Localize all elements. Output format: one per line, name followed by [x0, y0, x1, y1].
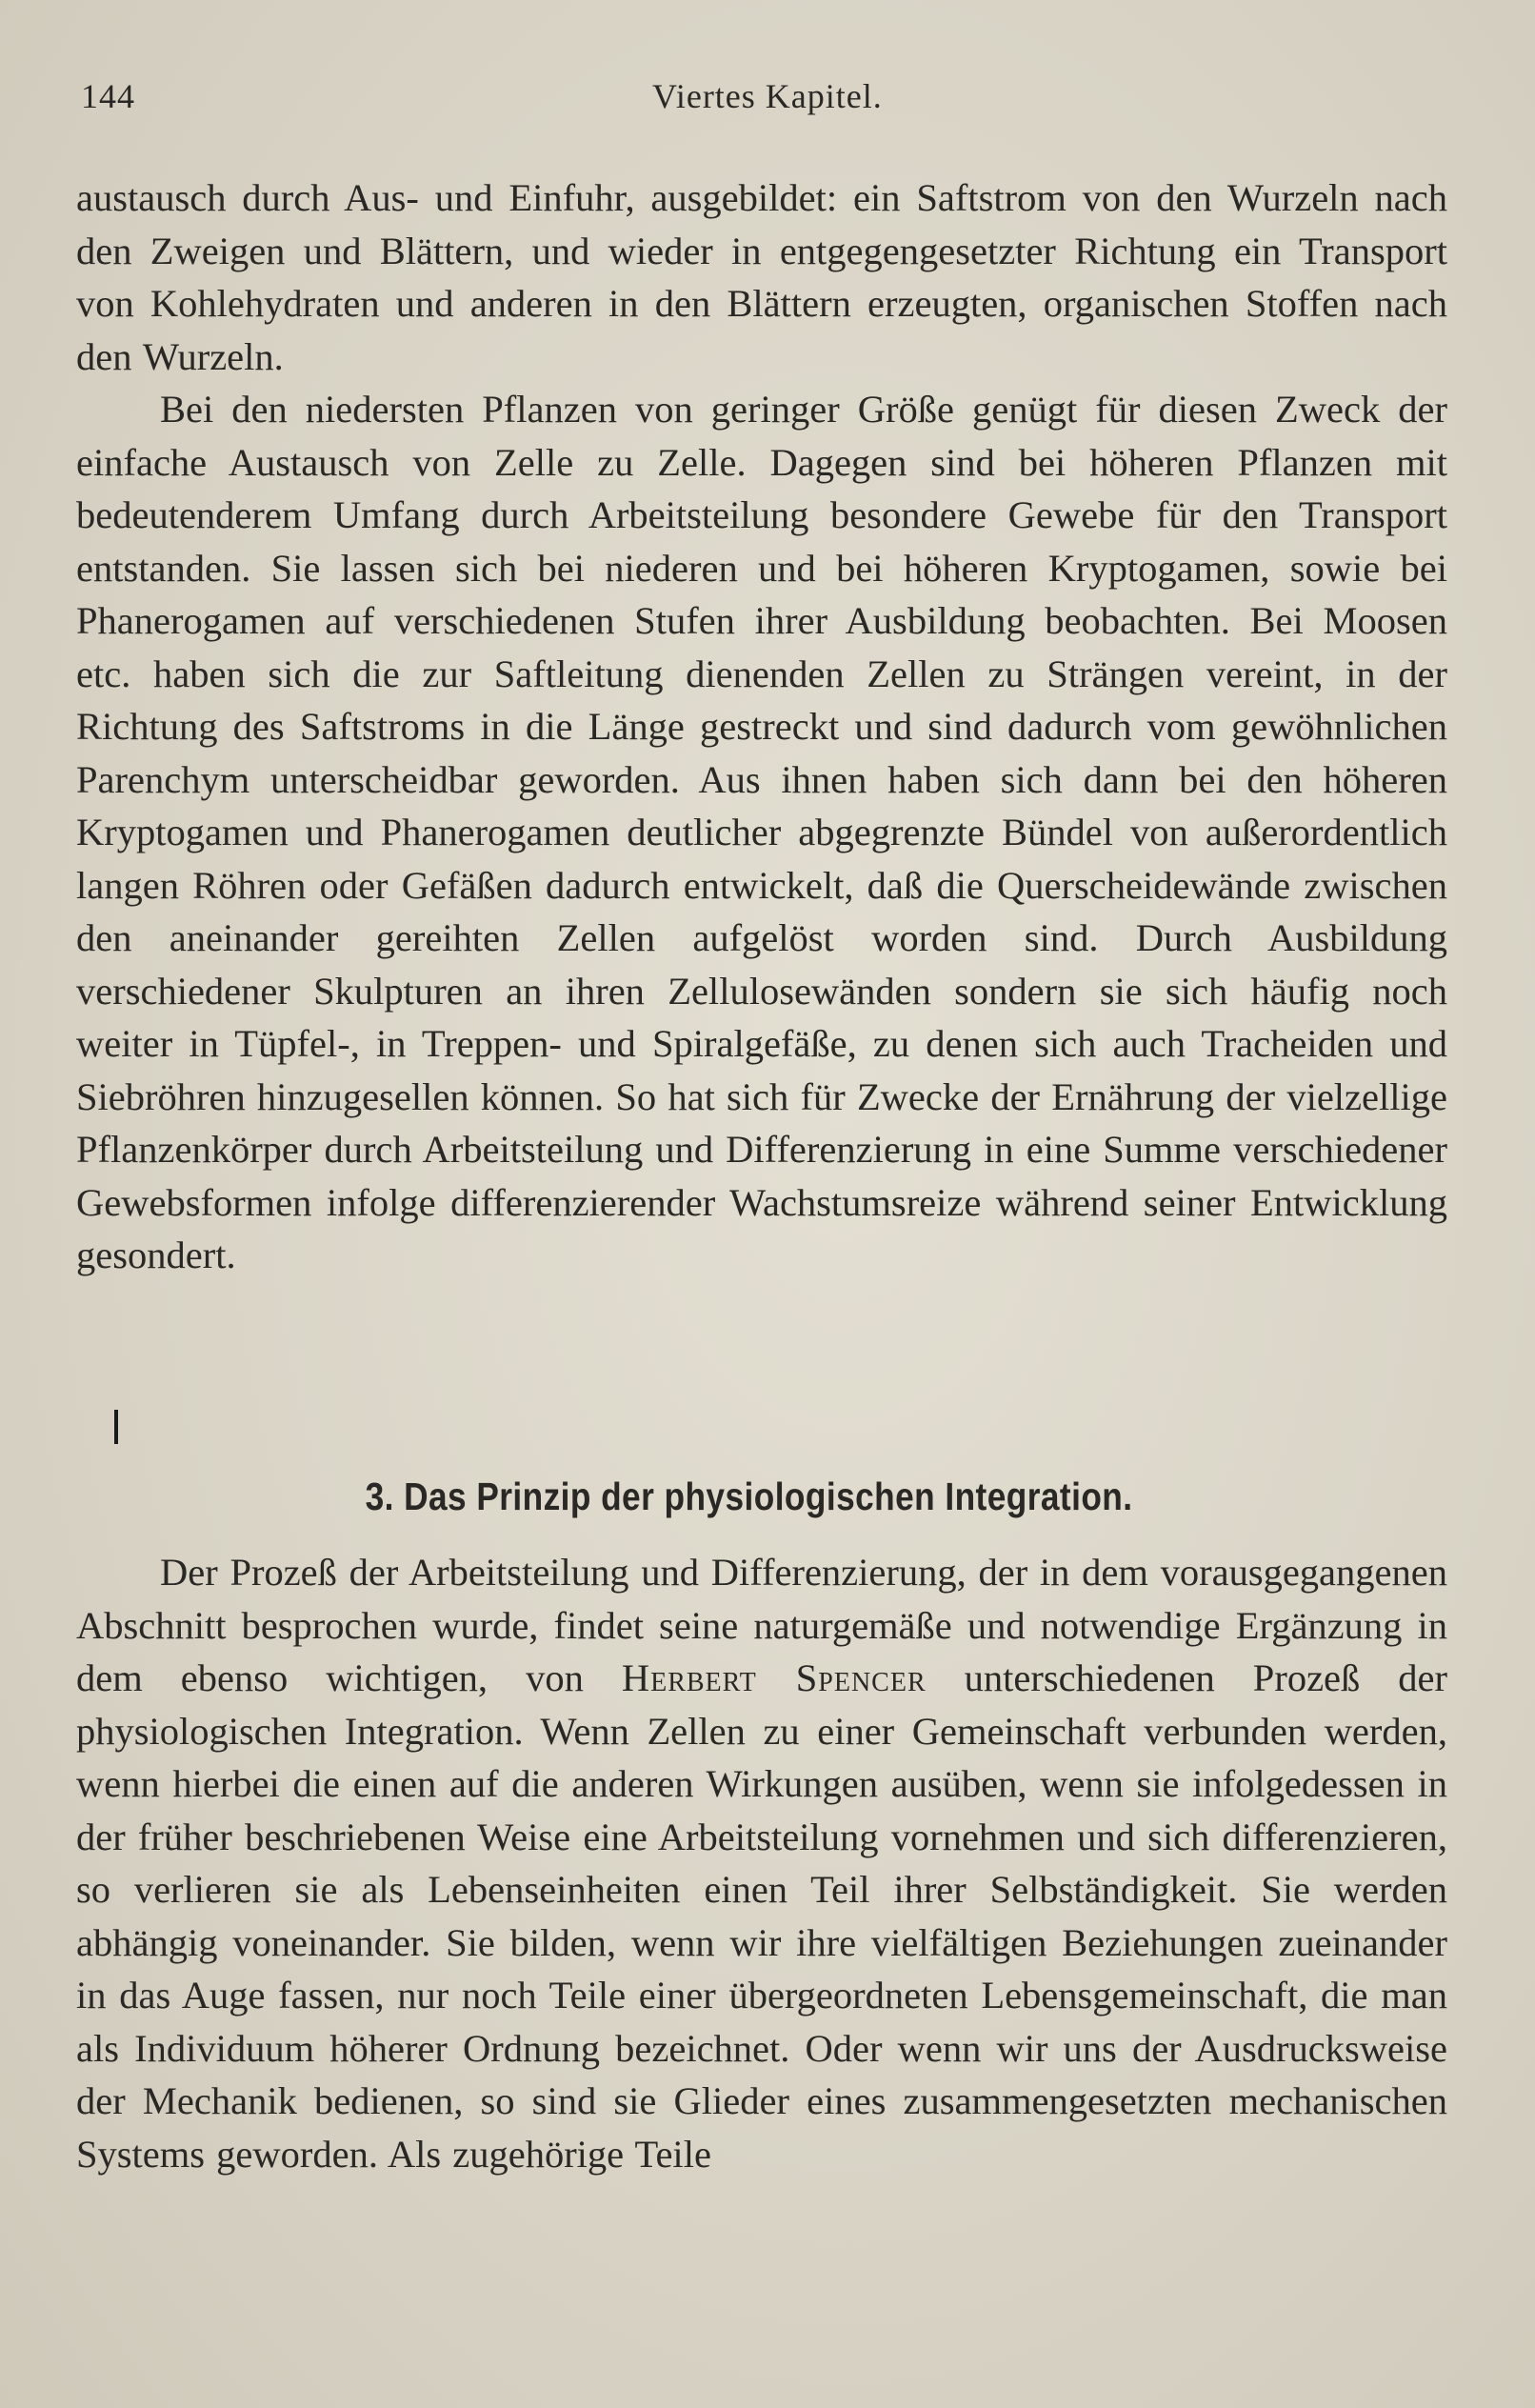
- text-block-lower: [76, 1546, 1447, 2180]
- running-head: [81, 76, 1452, 133]
- paragraph-continued: austausch durch Aus- und Einfuhr, ausgebildet: ein Saftstrom von den Wurzeln nach den Zweigen und Blättern, und wieder in entgegengesetzter Richtung ein Transport von Kohlehydraten und anderen in den Blättern erzeugten, organischen Stoffen nach den Wurzeln.: [76, 176, 1447, 378]
- author-name: Herbert Spencer: [621, 1656, 927, 1699]
- section-heading-text: 3. Das Prinzip der physiologischen Integration.: [365, 1475, 1133, 1518]
- text-block-upper: [76, 171, 1447, 1282]
- section-heading: [106, 1475, 1425, 1519]
- paragraph-integration-part-2: unterschiedenen Prozeß der physiologischen Integration. Wenn Zellen zu einer Gemeinschaft verbunden werden, wenn hierbei die einen auf die anderen Wirkungen ausüben, wenn sie infolgedessen in der früher beschriebenen Weise eine Arbeitsteilung vornehmen und sich differenzieren, so verlieren sie als Lebenseinheiten einen Teil ihrer Selbständigkeit. Sie werden abhängig voneinander. Sie bilden, wenn wir ihre vielfältigen Beziehungen zueinander in das Auge fassen, nur noch Teile einer übergeordneten Lebensgemeinschaft, die man als Individuum höherer Ordnung bezeichnet. Oder wenn wir uns der Ausdrucksweise der Mechanik bedienen, so sind sie Glieder eines zusammengesetzten mechanischen Systems geworden. Als zugehörige Teile: [76, 1656, 1447, 2176]
- paragraph-transport-tissues: Bei den niedersten Pflanzen von geringer Größe genügt für diesen Zweck der einfache Austausch von Zelle zu Zelle. Dagegen sind bei höheren Pflanzen mit bedeutenderem Umfang durch Arbeitsteilung besondere Gewebe für den Transport entstanden. Sie lassen sich bei niederen und bei höheren Kryptogamen, sowie bei Phanerogamen auf verschiedenen Stufen ihrer Ausbildung beobachten. Bei Moosen etc. haben sich die zur Saftleitung dienenden Zellen zu Strängen vereint, in der Richtung des Saftstroms in die Länge gestreckt und sind dadurch vom gewöhnlichen Parenchym unterscheidbar geworden. Aus ihnen haben sich dann bei den höheren Kryptogamen und Phanerogamen deutlicher abgegrenzte Bündel von außerordentlich langen Röhren oder Gefäßen dadurch entwickelt, daß die Querscheidewände zwischen den aneinander gereihten Zellen aufgelöst worden sind. Durch Ausbildung verschiedener Skulpturen an ihren Zellulosewänden sondern sie sich häufig noch weiter in Tüpfel-, in Treppen- und Spiralgefäße, zu denen sich auch Tracheiden und Siebröhren hinzugesellen können. So hat sich für Zwecke der Ernährung der vielzellige Pflanzenkörper durch Arbeitsteilung und Differenzierung in eine Summe verschiedener Gewebsformen infolge differenzierender Wachstumsreize während seiner Entwicklung gesondert.: [76, 388, 1447, 1276]
- chapter-title: Viertes Kapitel.: [652, 77, 883, 115]
- margin-mark: [114, 1410, 118, 1444]
- page-number: 144: [81, 77, 135, 115]
- paragraph-integration-part-1: Der Prozeß der Arbeitsteilung und Differenzierung, der in dem vorausgegangenen Abschnitt besprochen wurde, findet seine naturgemäße und notwendige Ergänzung in dem ebenso wichtigen, von: [76, 1551, 1447, 1699]
- paragraph-integration: [76, 1546, 1447, 2180]
